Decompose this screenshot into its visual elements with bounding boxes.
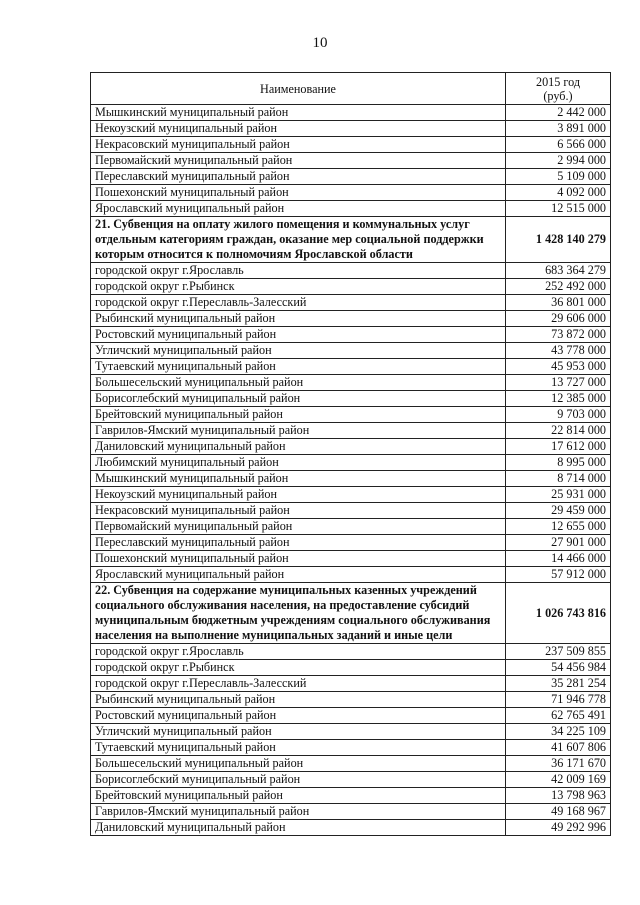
table-row: [91, 359, 611, 375]
amount-cell: 49 292 996: [506, 820, 611, 836]
section-total-amount: 1 026 743 816: [506, 583, 611, 644]
table-row: [91, 153, 611, 169]
table-header-row: [91, 73, 611, 105]
amount-cell: 22 814 000: [506, 423, 611, 439]
amount-cell: 14 466 000: [506, 551, 611, 567]
year-header-label: 2015 год: [535, 74, 581, 89]
table-row: [91, 551, 611, 567]
amount-cell: 8 995 000: [506, 455, 611, 471]
table-row: [91, 567, 611, 583]
municipality-name: Большесельский муниципальный район: [91, 375, 506, 391]
amount-cell: 25 931 000: [506, 487, 611, 503]
amount-cell: 49 168 967: [506, 804, 611, 820]
table-row: [91, 660, 611, 676]
amount-cell: 71 946 778: [506, 692, 611, 708]
table-row: [91, 644, 611, 660]
municipality-name: Угличский муниципальный район: [91, 724, 506, 740]
table-row: [91, 519, 611, 535]
amount-cell: 57 912 000: [506, 567, 611, 583]
amount-cell: 12 385 000: [506, 391, 611, 407]
amount-cell: 34 225 109: [506, 724, 611, 740]
municipality-name: Гаврилов-Ямский муниципальный район: [91, 804, 506, 820]
table-row: [91, 423, 611, 439]
amount-cell: 45 953 000: [506, 359, 611, 375]
section-title: 21. Субвенция на оплату жилого помещения и коммунальных услуг отдельным категориям граждан, оказание мер социальной поддержки которым относится к полномочиям Ярославской области: [91, 217, 506, 263]
municipality-name: Брейтовский муниципальный район: [91, 407, 506, 423]
municipality-name: Ярославский муниципальный район: [91, 201, 506, 217]
table-row: [91, 471, 611, 487]
municipality-name: Некоузский муниципальный район: [91, 121, 506, 137]
table-row: [91, 788, 611, 804]
municipality-name: Ростовский муниципальный район: [91, 708, 506, 724]
municipality-name: Первомайский муниципальный район: [91, 519, 506, 535]
section-row: [91, 217, 611, 263]
table-row: [91, 439, 611, 455]
table-row: [91, 105, 611, 121]
amount-cell: 29 606 000: [506, 311, 611, 327]
budget-table: [90, 72, 611, 836]
municipality-name: городской округ г.Рыбинск: [91, 660, 506, 676]
municipality-name: Рыбинский муниципальный район: [91, 311, 506, 327]
table-row: [91, 455, 611, 471]
amount-cell: 62 765 491: [506, 708, 611, 724]
table-row: [91, 279, 611, 295]
page-number: 10: [312, 35, 328, 51]
year-header-unit: (руб.): [543, 88, 573, 103]
amount-cell: 13 798 963: [506, 788, 611, 804]
municipality-name: Даниловский муниципальный район: [91, 820, 506, 836]
amount-cell: 252 492 000: [506, 279, 611, 295]
amount-cell: 42 009 169: [506, 772, 611, 788]
municipality-name: Некрасовский муниципальный район: [91, 503, 506, 519]
municipality-name: Рыбинский муниципальный район: [91, 692, 506, 708]
amount-cell: 13 727 000: [506, 375, 611, 391]
amount-cell: 54 456 984: [506, 660, 611, 676]
municipality-name: городской округ г.Рыбинск: [91, 279, 506, 295]
table-row: [91, 503, 611, 519]
municipality-name: Ростовский муниципальный район: [91, 327, 506, 343]
municipality-name: городской округ г.Переславль-Залесский: [91, 295, 506, 311]
table-row: [91, 772, 611, 788]
amount-cell: 5 109 000: [506, 169, 611, 185]
amount-cell: 29 459 000: [506, 503, 611, 519]
table-row: [91, 676, 611, 692]
table-row: [91, 535, 611, 551]
amount-cell: 35 281 254: [506, 676, 611, 692]
amount-cell: 12 515 000: [506, 201, 611, 217]
municipality-name: Мышкинский муниципальный район: [91, 471, 506, 487]
table-row: [91, 375, 611, 391]
municipality-name: городской округ г.Ярославль: [91, 644, 506, 660]
municipality-name: Любимский муниципальный район: [91, 455, 506, 471]
amount-cell: 43 778 000: [506, 343, 611, 359]
table-row: [91, 343, 611, 359]
amount-cell: 4 092 000: [506, 185, 611, 201]
amount-cell: 8 714 000: [506, 471, 611, 487]
table-row: [91, 487, 611, 503]
table-row: [91, 169, 611, 185]
municipality-name: Переславский муниципальный район: [91, 535, 506, 551]
table-row: [91, 311, 611, 327]
name-column-header: Наименование: [91, 73, 506, 105]
section-title: 22. Субвенция на содержание муниципальных казенных учреждений социального обслуживания населения, на предоставление субсидий муниципальным бюджетным учреждениям социального обслуживания населения на выполнение муниципальных заданий и иные цели: [91, 583, 506, 644]
table-row: [91, 201, 611, 217]
table-row: [91, 121, 611, 137]
table-row: [91, 756, 611, 772]
table-row: [91, 295, 611, 311]
table-row: [91, 407, 611, 423]
municipality-name: Пошехонский муниципальный район: [91, 551, 506, 567]
municipality-name: Брейтовский муниципальный район: [91, 788, 506, 804]
table-row: [91, 263, 611, 279]
municipality-name: Тутаевский муниципальный район: [91, 359, 506, 375]
amount-cell: 2 442 000: [506, 105, 611, 121]
section-row: [91, 583, 611, 644]
table-row: [91, 724, 611, 740]
table-body: [91, 105, 611, 836]
municipality-name: Угличский муниципальный район: [91, 343, 506, 359]
amount-cell: 36 801 000: [506, 295, 611, 311]
table-row: [91, 137, 611, 153]
table-row: [91, 708, 611, 724]
municipality-name: Борисоглебский муниципальный район: [91, 772, 506, 788]
municipality-name: городской округ г.Ярославль: [91, 263, 506, 279]
municipality-name: Некрасовский муниципальный район: [91, 137, 506, 153]
amount-cell: 683 364 279: [506, 263, 611, 279]
year-column-header: [506, 73, 611, 105]
amount-cell: 73 872 000: [506, 327, 611, 343]
table-row: [91, 692, 611, 708]
municipality-name: Ярославский муниципальный район: [91, 567, 506, 583]
municipality-name: Пошехонский муниципальный район: [91, 185, 506, 201]
municipality-name: городской округ г.Переславль-Залесский: [91, 676, 506, 692]
municipality-name: Гаврилов-Ямский муниципальный район: [91, 423, 506, 439]
amount-cell: 2 994 000: [506, 153, 611, 169]
table-row: [91, 185, 611, 201]
section-total-amount: 1 428 140 279: [506, 217, 611, 263]
municipality-name: Борисоглебский муниципальный район: [91, 391, 506, 407]
municipality-name: Первомайский муниципальный район: [91, 153, 506, 169]
municipality-name: Даниловский муниципальный район: [91, 439, 506, 455]
amount-cell: 27 901 000: [506, 535, 611, 551]
amount-cell: 3 891 000: [506, 121, 611, 137]
amount-cell: 237 509 855: [506, 644, 611, 660]
table-row: [91, 740, 611, 756]
table-row: [91, 327, 611, 343]
municipality-name: Мышкинский муниципальный район: [91, 105, 506, 121]
table-row: [91, 804, 611, 820]
municipality-name: Тутаевский муниципальный район: [91, 740, 506, 756]
amount-cell: 9 703 000: [506, 407, 611, 423]
amount-cell: 36 171 670: [506, 756, 611, 772]
amount-cell: 41 607 806: [506, 740, 611, 756]
municipality-name: Некоузский муниципальный район: [91, 487, 506, 503]
table-row: [91, 391, 611, 407]
municipality-name: Переславский муниципальный район: [91, 169, 506, 185]
amount-cell: 17 612 000: [506, 439, 611, 455]
amount-cell: 6 566 000: [506, 137, 611, 153]
municipality-name: Большесельский муниципальный район: [91, 756, 506, 772]
table-row: [91, 820, 611, 836]
amount-cell: 12 655 000: [506, 519, 611, 535]
